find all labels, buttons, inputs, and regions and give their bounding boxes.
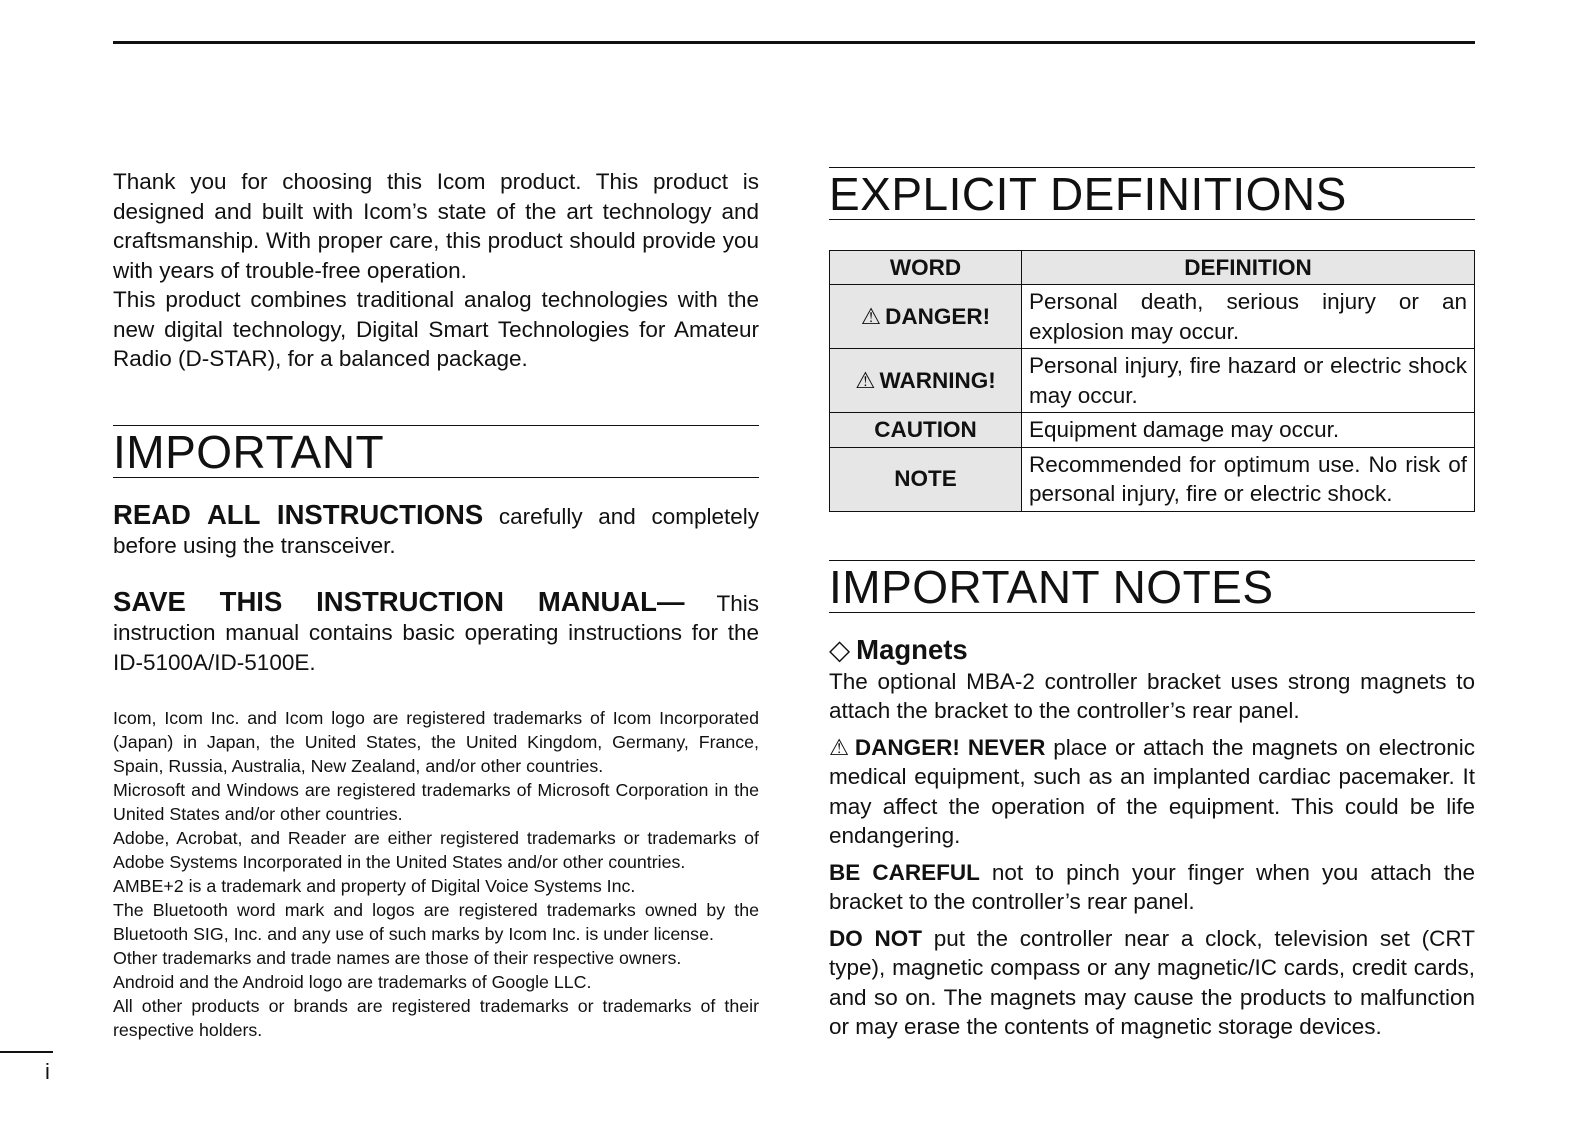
read-instructions-text: carefully and completely before using the transceiver. <box>113 503 759 558</box>
definitions-table <box>829 250 1475 512</box>
read-instructions-lead: READ ALL INSTRUCTIONS <box>113 498 484 530</box>
page-number-rule <box>0 1051 53 1053</box>
trademark-line: Icom, Icom Inc. and Icom logo are registered trademarks of Icom Incorporated (Japan) in Japan, the United States, the United Kingdom, Germany, France, Spain, Russia, Australia, New Zealand, and/or other countries. <box>113 708 759 776</box>
careful-text: not to pinch your finger when you attach the bracket to the controller’s rear panel. <box>829 859 1475 914</box>
definition-cell: Personal death, serious injury or an explosion may occur. <box>1022 285 1475 349</box>
important-title: IMPORTANT <box>113 425 759 478</box>
header-word: WORD <box>830 251 1022 285</box>
trademark-line: All other products or brands are registered trademarks or trademarks of their respective holders. <box>113 996 759 1040</box>
donot-paragraph <box>829 924 1475 1042</box>
word-label: WARNING! <box>879 367 996 393</box>
careful-paragraph <box>829 858 1475 917</box>
donot-lead: DO NOT <box>829 925 922 951</box>
table-row <box>830 413 1475 448</box>
top-rule <box>113 41 1475 44</box>
definition-cell: Recommended for optimum use. No risk of personal injury, fire or electric shock. <box>1022 447 1475 511</box>
word-note: NOTE <box>830 447 1022 511</box>
diamond-icon: ◇ <box>829 633 851 665</box>
table-header-row <box>830 251 1475 285</box>
table-row <box>830 447 1475 511</box>
read-instructions-paragraph <box>113 500 759 561</box>
trademark-notices <box>113 706 759 1042</box>
trademark-line: Android and the Android logo are trademarks of Google LLC. <box>113 972 592 992</box>
definition-cell: Personal injury, fire hazard or electric shock may occur. <box>1022 349 1475 413</box>
trademark-line: The Bluetooth word mark and logos are registered trademarks owned by the Bluetooth SIG, Inc. and any use of such marks by Icom Inc. is under license. <box>113 900 759 944</box>
trademark-line: AMBE+2 is a trademark and property of Digital Voice Systems Inc. <box>113 876 636 896</box>
header-definition: DEFINITION <box>1022 251 1475 285</box>
warning-triangle-icon: ⚠ <box>855 367 876 393</box>
danger-text: place or attach the magnets on electronic medical equipment, such as an implanted cardiac pacemaker. It may affect the operation of the equipment. This could be life endangering. <box>829 734 1475 848</box>
danger-lead: DANGER! NEVER <box>854 734 1046 760</box>
word-label: DANGER! <box>885 303 991 329</box>
magnets-heading <box>829 633 1475 667</box>
explicit-definitions-title: EXPLICIT DEFINITIONS <box>829 167 1475 220</box>
save-manual-paragraph <box>113 587 759 678</box>
page-number: i <box>45 1059 50 1084</box>
left-column <box>113 167 759 1042</box>
definition-cell: Equipment damage may occur. <box>1022 413 1475 448</box>
word-warning <box>830 349 1022 413</box>
trademark-line: Microsoft and Windows are registered trademarks of Microsoft Corporation in the United States and/or other countries. <box>113 780 759 824</box>
word-danger <box>830 285 1022 349</box>
donot-text: put the controller near a clock, television set (CRT type), magnetic compass or any magnetic/IC cards, credit cards, and so on. The magnets may cause the products to malfunction or may erase the contents of magnetic storage devices. <box>829 925 1476 1039</box>
table-row <box>830 285 1475 349</box>
careful-lead: BE CAREFUL <box>829 859 980 885</box>
trademark-line: Adobe, Acrobat, and Reader are either registered trademarks or trademarks of Adobe Systems Incorporated in the United States and/or other countries. <box>113 828 759 872</box>
magnets-intro: The optional MBA-2 controller bracket uses strong magnets to attach the bracket to the controller’s rear panel. <box>829 668 1475 723</box>
save-manual-lead: SAVE THIS INSTRUCTION MANUAL— <box>113 585 685 617</box>
intro-paragraph-1: Thank you for choosing this Icom product. This product is designed and built with Icom’s state of the art technology and craftsmanship. With proper care, this product should provide you with years of trouble-free operation. <box>113 169 759 283</box>
danger-paragraph <box>829 733 1475 851</box>
right-column <box>829 167 1475 1042</box>
warning-triangle-icon: ⚠ <box>829 734 851 760</box>
warning-triangle-icon: ⚠ <box>860 303 882 329</box>
table-row <box>830 349 1475 413</box>
word-caution: CAUTION <box>830 413 1022 448</box>
trademark-line: Other trademarks and trade names are those of their respective owners. <box>113 948 682 968</box>
magnets-heading-label: Magnets <box>856 633 968 665</box>
intro-paragraph-2: This product combines traditional analog technologies with the new digital technology, Digital Smart Technologies for Amateur Radio (D-STAR), for a balanced package. <box>113 287 759 371</box>
save-manual-text: This instruction manual contains basic operating instructions for the ID-5100A/ID-5100E. <box>113 590 759 675</box>
important-notes-title: IMPORTANT NOTES <box>829 560 1475 613</box>
